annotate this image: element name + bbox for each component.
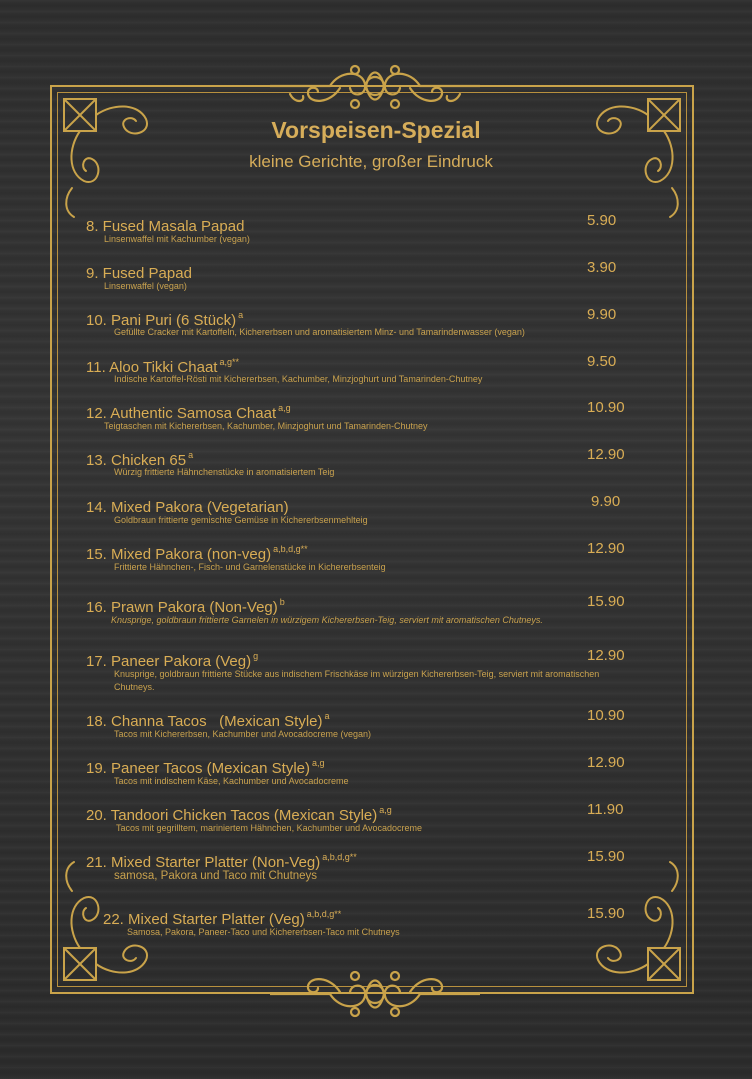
- item-description: Knusprige, goldbraun frittierte Stücke aus indischem Frischkäse im würzigen Kichererbsen-Teig, serviert mit aromatischen Chutneys.: [114, 669, 600, 692]
- item-name: 10. Pani Puri (6 Stück) $^a$: [86, 310, 244, 329]
- item-price: 12.90: [587, 446, 625, 463]
- item-description: Indische Kartoffel-Rösti mit Kichererbsen, Kachumber, Minzjoghurt und Tamarinden-Chutney: [114, 374, 483, 384]
- item-name: 22. Mixed Starter Platter (Veg) $^{a,b,d,g**}$: [103, 909, 342, 928]
- item-name: 14. Mixed Pakora (Vegetarian): [86, 499, 289, 516]
- item-name: 13. Chicken 65 $^a$: [86, 450, 194, 469]
- item-name: 9. Fused Papad: [86, 265, 192, 282]
- item-name: 19. Paneer Tacos (Mexican Style) $^{a,g}$: [86, 758, 325, 777]
- item-description: Frittierte Hähnchen-, Fisch- und Garnelenstücke in Kichererbsenteig: [114, 562, 386, 572]
- item-price: 10.90: [587, 707, 625, 724]
- item-price: 10.90: [587, 399, 625, 416]
- item-price: 12.90: [587, 647, 625, 664]
- item-price: 15.90: [587, 593, 625, 610]
- item-name: 11. Aloo Tikki Chaat $^{a,g**}$: [86, 357, 239, 376]
- bottom-scroll-ornament: [270, 970, 480, 1018]
- item-price: 12.90: [587, 540, 625, 557]
- item-name: 17. Paneer Pakora (Veg) $^g$: [86, 651, 259, 670]
- item-price: 9.90: [587, 306, 617, 323]
- item-name: 21. Mixed Starter Platter (Non-Veg) $^{a,b,d,g**}$: [86, 852, 357, 871]
- item-price: 9.50: [587, 353, 617, 370]
- item-price: 9.90: [591, 493, 621, 510]
- item-price: 11.90: [587, 801, 624, 818]
- menu-title: Vorspeisen-Spezial: [271, 117, 481, 143]
- item-price: 3.90: [587, 259, 617, 276]
- item-description: Tacos mit indischem Käse, Kachumber und Avocadocreme: [114, 776, 349, 786]
- item-name: 12. Authentic Samosa Chaat $^{a,g}$: [86, 403, 291, 422]
- item-price: 15.90: [587, 848, 625, 865]
- top-scroll-ornament: [270, 64, 480, 112]
- menu-subtitle: kleine Gerichte, großer Eindruck: [249, 152, 493, 171]
- item-description: Gefüllte Cracker mit Kartoffeln, Kichererbsen und aromatisiertem Minz- und Tamarindenwasser (vegan): [114, 327, 525, 337]
- item-price: 12.90: [587, 754, 625, 771]
- item-name: 8. Fused Masala Papad: [86, 218, 245, 235]
- item-price: 15.90: [587, 905, 625, 922]
- item-name: 16. Prawn Pakora (Non-Veg) $^b$: [86, 597, 285, 616]
- item-name: 18. Channa Tacos (Mexican Style) $^a$: [86, 711, 330, 730]
- item-name: 20. Tandoori Chicken Tacos (Mexican Style) $^{a,g}$: [86, 805, 392, 824]
- item-description: Samosa, Pakora, Paneer-Taco und Kichererbsen-Taco mit Chutneys: [127, 927, 400, 937]
- item-description: Teigtaschen mit Kichererbsen, Kachumber, Minzjoghurt und Tamarinden-Chutney: [104, 421, 428, 431]
- item-description: Würzig frittierte Hähnchenstücke in aromatisiertem Teig: [114, 467, 335, 477]
- item-description: Goldbraun frittierte gemischte Gemüse in Kichererbsenmehlteig: [114, 515, 368, 525]
- item-description: samosa, Pakora und Taco mit Chutneys: [114, 870, 318, 882]
- item-description: Linsenwaffel (vegan): [104, 281, 187, 291]
- item-description: Tacos mit gegrilltem, mariniertem Hähnchen, Kachumber und Avocadocreme: [116, 823, 422, 833]
- item-description: Tacos mit Kichererbsen, Kachumber und Avocadocreme (vegan): [114, 729, 371, 739]
- item-price: 5.90: [587, 212, 617, 229]
- item-description: Linsenwaffel mit Kachumber (vegan): [104, 234, 250, 244]
- item-description: Knusprige, goldbraun frittierte Garnelen in würzigem Kichererbsen-Teig, serviert mit aromatischen Chutneys.: [111, 615, 543, 625]
- item-name: 15. Mixed Pakora (non-veg) $^{a,b,d,g**}$: [86, 544, 308, 563]
